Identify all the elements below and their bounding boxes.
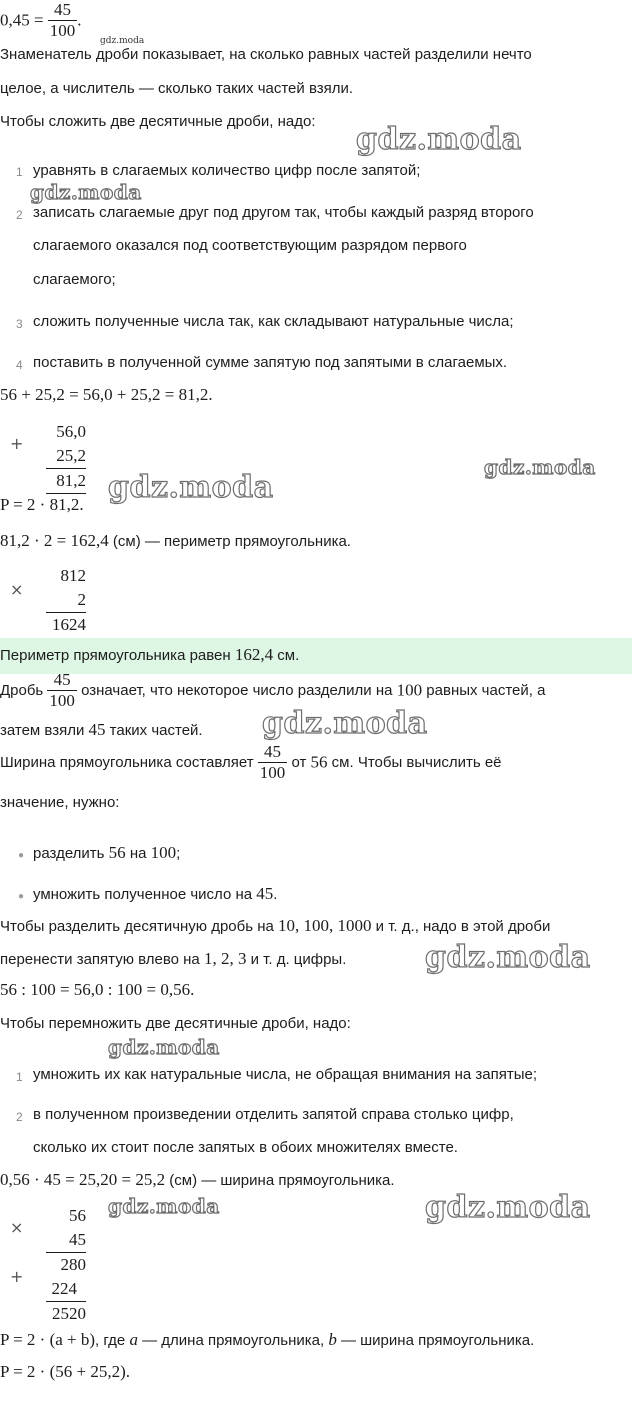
- text: и т. д., надо в этой дроби: [371, 918, 551, 935]
- step-number: 2: [16, 208, 23, 222]
- answer-line: [0, 645, 299, 665]
- watermark: gdz.moda: [262, 706, 428, 741]
- sum-result: 81,2: [46, 469, 86, 494]
- paragraph-numerator: целое, а числитель — сколько таких частей взяли.: [0, 80, 354, 97]
- text: перенести запятую влево на: [0, 951, 204, 968]
- frac-num: 45: [258, 742, 288, 763]
- frac-den: 100: [49, 691, 75, 710]
- list-item: сложить полученные числа так, как складывают натуральные числа;: [33, 313, 514, 330]
- paragraph-mul-intro: Чтобы перемножить две десятичные дроби, надо:: [0, 1015, 351, 1032]
- product-result: 1624: [52, 615, 86, 634]
- list-item: записать слагаемые друг под другом так, чтобы каждый разряд второго: [33, 204, 534, 221]
- text: — длина прямоугольника,: [137, 1332, 329, 1349]
- times-sign: ×: [10, 580, 24, 599]
- step-number: 1: [16, 1070, 23, 1084]
- text: равных частей, а: [422, 682, 546, 699]
- text: , где: [95, 1332, 130, 1349]
- equation-mul-1: [0, 531, 351, 551]
- math: 100: [396, 680, 423, 700]
- answer-text: Периметр прямоугольника равен: [0, 647, 235, 664]
- frac-den: 100: [259, 763, 286, 782]
- equation-division: 56 : 100 = 56,0 : 100 = 0,56.: [0, 980, 195, 999]
- partial-2: 224: [46, 1277, 86, 1302]
- watermark: gdz.moda: [108, 470, 274, 505]
- list-item: сколько их стоит после запятых в обоих множителях вместе.: [33, 1139, 458, 1156]
- bullet-dot: ●: [18, 891, 25, 902]
- times-sign: ×: [10, 1218, 24, 1237]
- text: .: [273, 886, 278, 903]
- top-eq-left: 0,45 =: [0, 10, 44, 30]
- addend-2: 25,2: [46, 444, 86, 469]
- factor-1: 56: [69, 1206, 86, 1225]
- factor-2: 2: [46, 588, 86, 613]
- partial-1: 280: [60, 1255, 86, 1274]
- text: означает, что некоторое число разделили на: [76, 682, 397, 699]
- step-number: 2: [16, 1110, 23, 1124]
- fraction: [258, 742, 288, 783]
- text: и т. д. цифры.: [246, 951, 347, 968]
- plus-sign: +: [10, 434, 24, 453]
- watermark: gdz.moda: [30, 180, 142, 204]
- answer-unit: см.: [273, 647, 300, 664]
- watermark: gdz.moda: [425, 1190, 591, 1225]
- watermark: gdz.moda: [425, 940, 591, 975]
- paragraph-denominator: Знаменатель дроби показывает, на сколько равных частей разделили нечто: [0, 46, 532, 63]
- paragraph-width-2: значение, нужно:: [0, 794, 120, 811]
- fraction: [47, 670, 77, 711]
- eq-mul2-text: (см) — ширина прямоугольника.: [165, 1172, 395, 1189]
- watermark: gdz.moda: [484, 455, 596, 479]
- math: 56: [108, 843, 126, 862]
- list-item: [33, 843, 180, 863]
- text: Чтобы разделить десятичную дробь на: [0, 918, 279, 935]
- equation-perimeter-2: [0, 1330, 534, 1350]
- top-eq-den: 100: [49, 21, 76, 40]
- top-equation: [0, 0, 82, 41]
- math: 10, 100, 1000: [278, 916, 372, 935]
- list-item: слагаемого;: [33, 271, 116, 288]
- watermark: gdz.moda: [108, 1035, 220, 1059]
- math: b: [328, 1330, 337, 1349]
- list-item: слагаемого оказался под соответствующим разрядом первого: [33, 237, 467, 254]
- bullet-dot: ●: [18, 850, 25, 861]
- eq-mul1-text: (см) — периметр прямоугольника.: [108, 533, 351, 550]
- paragraph-fraction-meaning: [0, 670, 545, 711]
- step-number: 3: [16, 317, 23, 331]
- math: P = 2 · (a + b): [0, 1330, 96, 1349]
- equation-sum: 56 + 25,2 = 56,0 + 25,2 = 81,2.: [0, 385, 213, 404]
- list-item: в полученном произведении отделить запятой справа столько цифр,: [33, 1106, 514, 1123]
- text: умножить полученное число на: [33, 886, 257, 903]
- text: см. Чтобы вычислить её: [327, 754, 502, 771]
- equation-perimeter-1: P = 2 · 81,2.: [0, 495, 84, 514]
- text: — ширина прямоугольника.: [336, 1332, 535, 1349]
- math: 100: [150, 843, 177, 862]
- paragraph-add-intro: Чтобы сложить две десятичные дроби, надо:: [0, 113, 316, 130]
- frac-num: 45: [47, 670, 77, 691]
- text: на: [125, 845, 151, 862]
- list-item: умножить их как натуральные числа, не обращая внимания на запятые;: [33, 1066, 538, 1083]
- plus-sign: +: [10, 1267, 24, 1286]
- math: 56: [310, 752, 328, 772]
- watermark-small: gdz.moda: [100, 36, 145, 46]
- text: затем взяли: [0, 722, 89, 739]
- math: a: [129, 1330, 138, 1349]
- paragraph-division-rule: [0, 916, 550, 936]
- paragraph-division-rule-2: [0, 949, 346, 969]
- text: от: [287, 754, 311, 771]
- factor-2: 45: [46, 1228, 86, 1253]
- text: таких частей.: [105, 722, 203, 739]
- eq-mul2-math: 0,56 · 45 = 25,20 = 25,2: [0, 1170, 166, 1189]
- top-eq-num: 45: [48, 0, 78, 21]
- text: разделить: [33, 845, 109, 862]
- equation-mul-2: [0, 1170, 395, 1190]
- factor-1: 812: [60, 566, 86, 585]
- math: 45: [256, 884, 274, 903]
- list-item: поставить в полученной сумме запятую под запятыми в слагаемых.: [33, 354, 508, 371]
- equation-perimeter-3: P = 2 · (56 + 25,2).: [0, 1362, 130, 1381]
- watermark: gdz.moda: [108, 1194, 220, 1218]
- top-eq-tail: .: [77, 10, 82, 30]
- product-result: 2520: [52, 1304, 86, 1323]
- text: ;: [176, 845, 181, 862]
- watermark: gdz.moda: [356, 122, 522, 157]
- answer-value: 162,4: [234, 645, 274, 664]
- top-eq-fraction: [48, 0, 78, 41]
- text: Дробь: [0, 682, 48, 699]
- paragraph-width: [0, 742, 502, 783]
- math: 1, 2, 3: [203, 949, 247, 968]
- list-item: [33, 884, 277, 904]
- column-addition: [46, 420, 86, 494]
- column-multiplication-2: [46, 1204, 86, 1326]
- step-number: 1: [16, 165, 23, 179]
- text: Ширина прямоугольника составляет: [0, 754, 258, 771]
- math: 45: [88, 720, 106, 739]
- addend-1: 56,0: [56, 422, 86, 441]
- step-number: 4: [16, 358, 23, 372]
- eq-mul1-math: 81,2 · 2 = 162,4: [0, 531, 109, 550]
- column-multiplication-1: [46, 564, 86, 637]
- list-item: уравнять в слагаемых количество цифр после запятой;: [33, 162, 421, 179]
- paragraph-fraction-meaning-2: [0, 720, 203, 740]
